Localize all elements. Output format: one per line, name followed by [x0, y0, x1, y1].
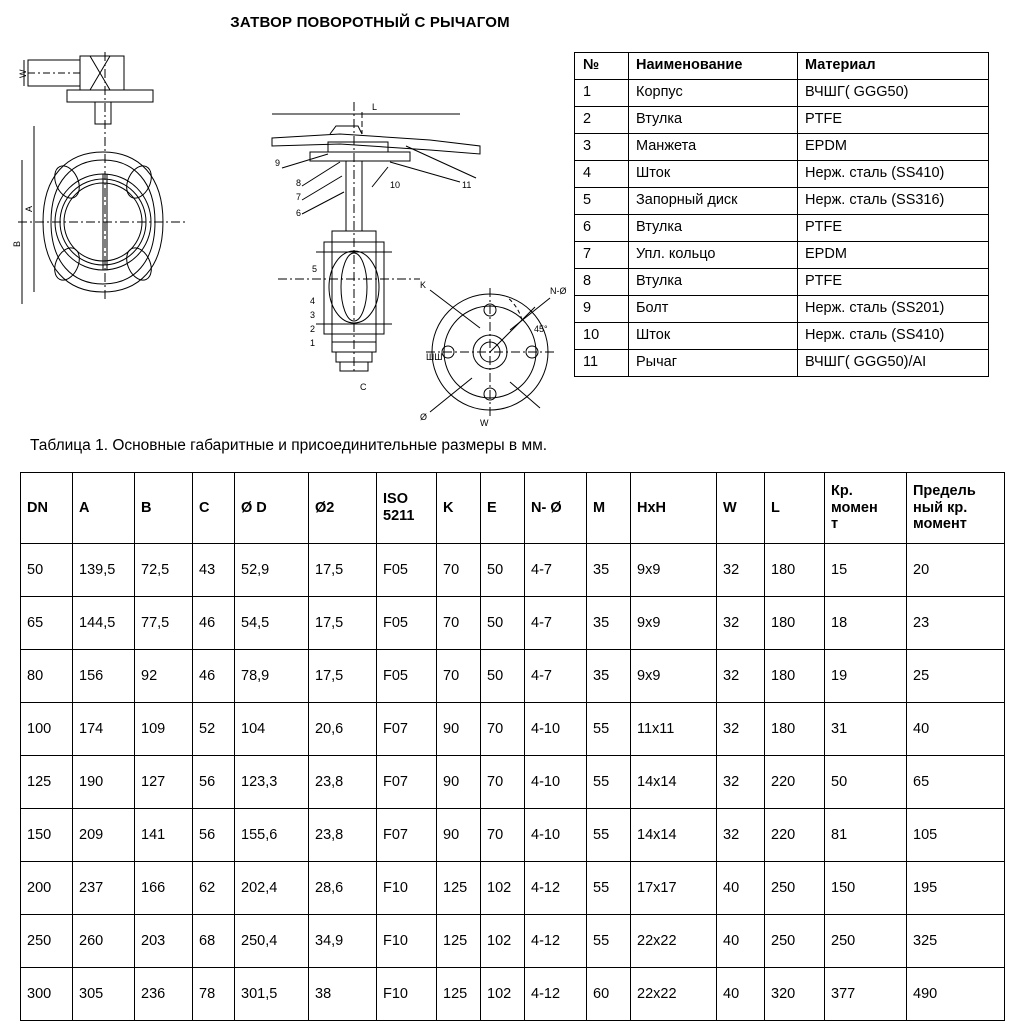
dim-cell-dn: 65 — [21, 597, 73, 650]
parts-cell-material: ВЧШГ( GGG50)/AI — [798, 350, 989, 377]
dim-cell-l: 180 — [765, 703, 825, 756]
parts-cell-no: 9 — [575, 296, 629, 323]
dim-cell-c: 62 — [193, 862, 235, 915]
dim-cell-l: 250 — [765, 862, 825, 915]
dim-cell-dn: 80 — [21, 650, 73, 703]
dim-cell-iso: F07 — [377, 809, 437, 862]
technical-drawing — [10, 42, 570, 428]
dim-cell-n: 4-12 — [525, 968, 587, 1021]
dim-cell-m: 55 — [587, 915, 631, 968]
parts-cell-material: PTFE — [798, 215, 989, 242]
parts-cell-no: 4 — [575, 161, 629, 188]
parts-cell-name: Упл. кольцо — [629, 242, 798, 269]
dim-cell-dn: 50 — [21, 544, 73, 597]
table-row — [575, 350, 989, 377]
dim-header-dn: DN — [21, 473, 73, 544]
dim-cell-iso: F10 — [377, 862, 437, 915]
dim-cell-l: 180 — [765, 650, 825, 703]
dim-header-o2: Ø2 — [309, 473, 377, 544]
parts-cell-no: 6 — [575, 215, 629, 242]
parts-table-header-row — [575, 53, 989, 80]
parts-cell-name: Шток — [629, 161, 798, 188]
dim-cell-dn: 150 — [21, 809, 73, 862]
dimensions-table — [20, 472, 1005, 1021]
dim-cell-a: 209 — [73, 809, 135, 862]
dim-header-max-torque-line1: Предель — [913, 482, 976, 499]
dim-cell-hxh: 17x17 — [631, 862, 717, 915]
parts-cell-material: Нерж. сталь (SS316) — [798, 188, 989, 215]
dim-cell-w: 32 — [717, 597, 765, 650]
parts-cell-name: Втулка — [629, 215, 798, 242]
dim-cell-max-torque: 23 — [907, 597, 1005, 650]
parts-cell-name: Болт — [629, 296, 798, 323]
dim-cell-n: 4-12 — [525, 862, 587, 915]
dim-cell-m: 55 — [587, 756, 631, 809]
dim-cell-m: 55 — [587, 862, 631, 915]
dim-cell-w: 40 — [717, 915, 765, 968]
dim-cell-n: 4-7 — [525, 597, 587, 650]
dim-cell-torque: 15 — [825, 544, 907, 597]
dim-cell-max-torque: 105 — [907, 809, 1005, 862]
dim-cell-max-torque: 20 — [907, 544, 1005, 597]
dim-cell-k: 125 — [437, 915, 481, 968]
dim-cell-iso: F10 — [377, 968, 437, 1021]
dim-cell-b: 236 — [135, 968, 193, 1021]
svg-text:8: 8 — [296, 178, 302, 188]
dim-header-w: W — [717, 473, 765, 544]
table-row — [575, 269, 989, 296]
dim-cell-e: 70 — [481, 809, 525, 862]
dim-cell-o2: 23,8 — [309, 756, 377, 809]
table-row — [21, 968, 1005, 1021]
dim-header-e: E — [481, 473, 525, 544]
dim-header-l: L — [765, 473, 825, 544]
dim-cell-dn: 200 — [21, 862, 73, 915]
dim-cell-w: 32 — [717, 544, 765, 597]
dim-header-max-torque-line2: ный кр. — [913, 499, 968, 516]
dim-cell-k: 90 — [437, 756, 481, 809]
svg-text:10: 10 — [390, 180, 401, 190]
dim-cell-o2: 23,8 — [309, 809, 377, 862]
dim-cell-b: 166 — [135, 862, 193, 915]
dim-cell-o2: 17,5 — [309, 650, 377, 703]
dim-cell-iso: F05 — [377, 544, 437, 597]
parts-cell-no: 5 — [575, 188, 629, 215]
svg-text:ШШ: ШШ — [426, 352, 443, 362]
dim-cell-e: 102 — [481, 968, 525, 1021]
dim-cell-k: 125 — [437, 862, 481, 915]
svg-text:Ø: Ø — [420, 412, 428, 422]
dim-cell-torque: 31 — [825, 703, 907, 756]
dim-cell-e: 50 — [481, 597, 525, 650]
svg-text:W: W — [18, 69, 28, 78]
dim-cell-m: 55 — [587, 809, 631, 862]
table-row — [21, 650, 1005, 703]
dim-cell-w: 40 — [717, 968, 765, 1021]
dim-cell-iso: F07 — [377, 703, 437, 756]
dim-cell-k: 90 — [437, 809, 481, 862]
parts-cell-name: Втулка — [629, 107, 798, 134]
parts-cell-material: EPDM — [798, 242, 989, 269]
page-title: ЗАТВОР ПОВОРОТНЫЙ С РЫЧАГОМ — [230, 14, 510, 31]
dim-cell-c: 46 — [193, 597, 235, 650]
dim-cell-c: 56 — [193, 809, 235, 862]
dim-cell-b: 141 — [135, 809, 193, 862]
table-row — [575, 134, 989, 161]
table-row — [575, 161, 989, 188]
dim-cell-hxh: 9x9 — [631, 597, 717, 650]
parts-cell-no: 1 — [575, 80, 629, 107]
dim-cell-d: 123,3 — [235, 756, 309, 809]
parts-cell-no: 3 — [575, 134, 629, 161]
parts-cell-material: EPDM — [798, 134, 989, 161]
dim-cell-b: 203 — [135, 915, 193, 968]
parts-cell-name: Втулка — [629, 269, 798, 296]
table-row — [575, 107, 989, 134]
parts-cell-name: Запорный диск — [629, 188, 798, 215]
drawing-svg — [10, 42, 570, 428]
dim-cell-a: 156 — [73, 650, 135, 703]
dim-cell-hxh: 9x9 — [631, 544, 717, 597]
dim-cell-a: 260 — [73, 915, 135, 968]
dim-cell-k: 125 — [437, 968, 481, 1021]
dim-header-iso-line2: 5211 — [383, 508, 415, 524]
dim-cell-iso: F10 — [377, 915, 437, 968]
dim-cell-d: 52,9 — [235, 544, 309, 597]
dim-cell-n: 4-10 — [525, 703, 587, 756]
dim-cell-b: 77,5 — [135, 597, 193, 650]
dim-cell-c: 46 — [193, 650, 235, 703]
table-row — [575, 296, 989, 323]
dim-cell-iso: F07 — [377, 756, 437, 809]
dim-cell-d: 104 — [235, 703, 309, 756]
dim-cell-b: 72,5 — [135, 544, 193, 597]
dim-cell-e: 70 — [481, 756, 525, 809]
dim-cell-max-torque: 65 — [907, 756, 1005, 809]
svg-text:7: 7 — [296, 192, 302, 202]
dim-cell-d: 301,5 — [235, 968, 309, 1021]
dim-header-b: B — [135, 473, 193, 544]
dim-header-m: M — [587, 473, 631, 544]
dim-cell-hxh: 9x9 — [631, 650, 717, 703]
svg-text:2: 2 — [310, 324, 316, 334]
dim-cell-l: 320 — [765, 968, 825, 1021]
table-row — [575, 80, 989, 107]
dim-header-max-torque-line3: момент — [913, 516, 967, 533]
dim-cell-w: 32 — [717, 703, 765, 756]
dim-header-k: K — [437, 473, 481, 544]
parts-header-name: Наименование — [629, 53, 798, 80]
dim-cell-max-torque: 325 — [907, 915, 1005, 968]
dim-cell-b: 92 — [135, 650, 193, 703]
dim-cell-torque: 19 — [825, 650, 907, 703]
svg-text:B: B — [12, 240, 22, 247]
dim-cell-b: 109 — [135, 703, 193, 756]
dim-header-n: N- Ø — [525, 473, 587, 544]
parts-cell-material: PTFE — [798, 269, 989, 296]
svg-text:C: C — [360, 382, 367, 392]
dim-cell-c: 68 — [193, 915, 235, 968]
dim-header-a: A — [73, 473, 135, 544]
dim-cell-e: 50 — [481, 650, 525, 703]
parts-cell-name: Манжета — [629, 134, 798, 161]
dim-cell-d: 155,6 — [235, 809, 309, 862]
dim-cell-n: 4-12 — [525, 915, 587, 968]
dim-cell-w: 32 — [717, 809, 765, 862]
parts-header-no: № — [575, 53, 629, 80]
parts-cell-material: PTFE — [798, 107, 989, 134]
dim-header-hxh: HxH — [631, 473, 717, 544]
parts-cell-no: 10 — [575, 323, 629, 350]
table-row — [21, 756, 1005, 809]
parts-header-material: Материал — [798, 53, 989, 80]
dim-cell-c: 56 — [193, 756, 235, 809]
dim-cell-torque: 50 — [825, 756, 907, 809]
table-row — [21, 703, 1005, 756]
dim-cell-a: 305 — [73, 968, 135, 1021]
table-row — [21, 915, 1005, 968]
parts-cell-no: 7 — [575, 242, 629, 269]
parts-cell-no: 2 — [575, 107, 629, 134]
dim-cell-a: 237 — [73, 862, 135, 915]
svg-text:1: 1 — [310, 338, 316, 348]
dim-cell-o2: 34,9 — [309, 915, 377, 968]
dim-cell-k: 70 — [437, 544, 481, 597]
dim-header-torque-line2: момен — [831, 499, 878, 516]
table-row — [21, 597, 1005, 650]
dim-cell-hxh: 14x14 — [631, 809, 717, 862]
dim-header-torque-line3: т — [831, 516, 839, 533]
parts-cell-material: Нерж. сталь (SS201) — [798, 296, 989, 323]
dim-cell-m: 60 — [587, 968, 631, 1021]
table-row — [575, 242, 989, 269]
dim-cell-d: 54,5 — [235, 597, 309, 650]
dim-header-d: Ø D — [235, 473, 309, 544]
svg-text:3: 3 — [310, 310, 316, 320]
dim-cell-max-torque: 490 — [907, 968, 1005, 1021]
dim-cell-a: 144,5 — [73, 597, 135, 650]
dim-cell-l: 180 — [765, 597, 825, 650]
parts-table — [574, 52, 989, 377]
dim-cell-m: 35 — [587, 544, 631, 597]
dim-cell-c: 52 — [193, 703, 235, 756]
dim-header-c: C — [193, 473, 235, 544]
dim-cell-a: 139,5 — [73, 544, 135, 597]
svg-text:4: 4 — [310, 296, 316, 306]
dim-cell-hxh: 22x22 — [631, 915, 717, 968]
dim-cell-w: 32 — [717, 650, 765, 703]
parts-cell-name: Корпус — [629, 80, 798, 107]
dim-cell-dn: 300 — [21, 968, 73, 1021]
parts-cell-material: Нерж. сталь (SS410) — [798, 161, 989, 188]
table-row — [21, 862, 1005, 915]
dim-cell-hxh: 14x14 — [631, 756, 717, 809]
svg-text:6: 6 — [296, 208, 302, 218]
dim-cell-torque: 250 — [825, 915, 907, 968]
dim-cell-w: 32 — [717, 756, 765, 809]
dim-cell-max-torque: 195 — [907, 862, 1005, 915]
svg-text:K: K — [420, 280, 427, 290]
parts-cell-name: Рычаг — [629, 350, 798, 377]
parts-cell-no: 11 — [575, 350, 629, 377]
dim-cell-hxh: 11x11 — [631, 703, 717, 756]
dim-cell-e: 102 — [481, 862, 525, 915]
dim-cell-l: 180 — [765, 544, 825, 597]
table-row — [575, 188, 989, 215]
dim-cell-n: 4-10 — [525, 809, 587, 862]
dim-cell-n: 4-10 — [525, 756, 587, 809]
parts-cell-material: ВЧШГ( GGG50) — [798, 80, 989, 107]
dim-header-iso-line1: ISO — [383, 491, 408, 508]
dim-cell-max-torque: 40 — [907, 703, 1005, 756]
dim-cell-max-torque: 25 — [907, 650, 1005, 703]
dim-cell-c: 78 — [193, 968, 235, 1021]
dim-cell-l: 220 — [765, 809, 825, 862]
table-row — [575, 215, 989, 242]
parts-cell-name: Шток — [629, 323, 798, 350]
dim-header-max-torque — [907, 473, 1005, 544]
dim-cell-dn: 250 — [21, 915, 73, 968]
svg-text:9: 9 — [275, 158, 281, 168]
dim-header-iso — [377, 473, 437, 544]
table-caption: Таблица 1. Основные габаритные и присоединительные размеры в мм. — [30, 437, 548, 454]
dim-cell-d: 202,4 — [235, 862, 309, 915]
table-row — [575, 323, 989, 350]
dim-header-torque-line1: Кр. — [831, 482, 853, 499]
dim-cell-o2: 20,6 — [309, 703, 377, 756]
svg-text:A: A — [24, 205, 34, 212]
svg-text:45°: 45° — [534, 324, 548, 334]
table-row — [21, 809, 1005, 862]
dimensions-header-row — [21, 473, 1005, 544]
dim-cell-torque: 81 — [825, 809, 907, 862]
dim-cell-k: 90 — [437, 703, 481, 756]
parts-cell-material: Нерж. сталь (SS410) — [798, 323, 989, 350]
dim-cell-o2: 38 — [309, 968, 377, 1021]
dim-cell-iso: F05 — [377, 597, 437, 650]
dim-cell-torque: 150 — [825, 862, 907, 915]
dim-cell-m: 55 — [587, 703, 631, 756]
dim-cell-d: 250,4 — [235, 915, 309, 968]
dim-cell-e: 102 — [481, 915, 525, 968]
dim-cell-o2: 28,6 — [309, 862, 377, 915]
dim-cell-k: 70 — [437, 597, 481, 650]
dim-cell-o2: 17,5 — [309, 544, 377, 597]
dim-cell-hxh: 22x22 — [631, 968, 717, 1021]
dim-cell-l: 250 — [765, 915, 825, 968]
table-row — [21, 544, 1005, 597]
dim-cell-iso: F05 — [377, 650, 437, 703]
svg-text:W: W — [480, 418, 489, 428]
svg-text:5: 5 — [312, 264, 318, 274]
dim-cell-e: 70 — [481, 703, 525, 756]
dimensions-table-wrapper — [20, 472, 1004, 1021]
dim-cell-m: 35 — [587, 597, 631, 650]
svg-text:11: 11 — [462, 180, 472, 190]
dim-cell-n: 4-7 — [525, 544, 587, 597]
dim-cell-m: 35 — [587, 650, 631, 703]
dim-cell-dn: 100 — [21, 703, 73, 756]
dim-cell-b: 127 — [135, 756, 193, 809]
dim-cell-a: 174 — [73, 703, 135, 756]
dim-cell-a: 190 — [73, 756, 135, 809]
dim-cell-n: 4-7 — [525, 650, 587, 703]
dim-cell-l: 220 — [765, 756, 825, 809]
svg-text:N-Ø: N-Ø — [550, 286, 567, 296]
dim-cell-d: 78,9 — [235, 650, 309, 703]
dim-cell-o2: 17,5 — [309, 597, 377, 650]
dim-cell-e: 50 — [481, 544, 525, 597]
dim-cell-dn: 125 — [21, 756, 73, 809]
parts-cell-no: 8 — [575, 269, 629, 296]
dim-cell-c: 43 — [193, 544, 235, 597]
dim-header-torque — [825, 473, 907, 544]
dim-cell-torque: 377 — [825, 968, 907, 1021]
dim-cell-w: 40 — [717, 862, 765, 915]
svg-text:L: L — [372, 102, 378, 112]
dim-cell-k: 70 — [437, 650, 481, 703]
dim-cell-torque: 18 — [825, 597, 907, 650]
